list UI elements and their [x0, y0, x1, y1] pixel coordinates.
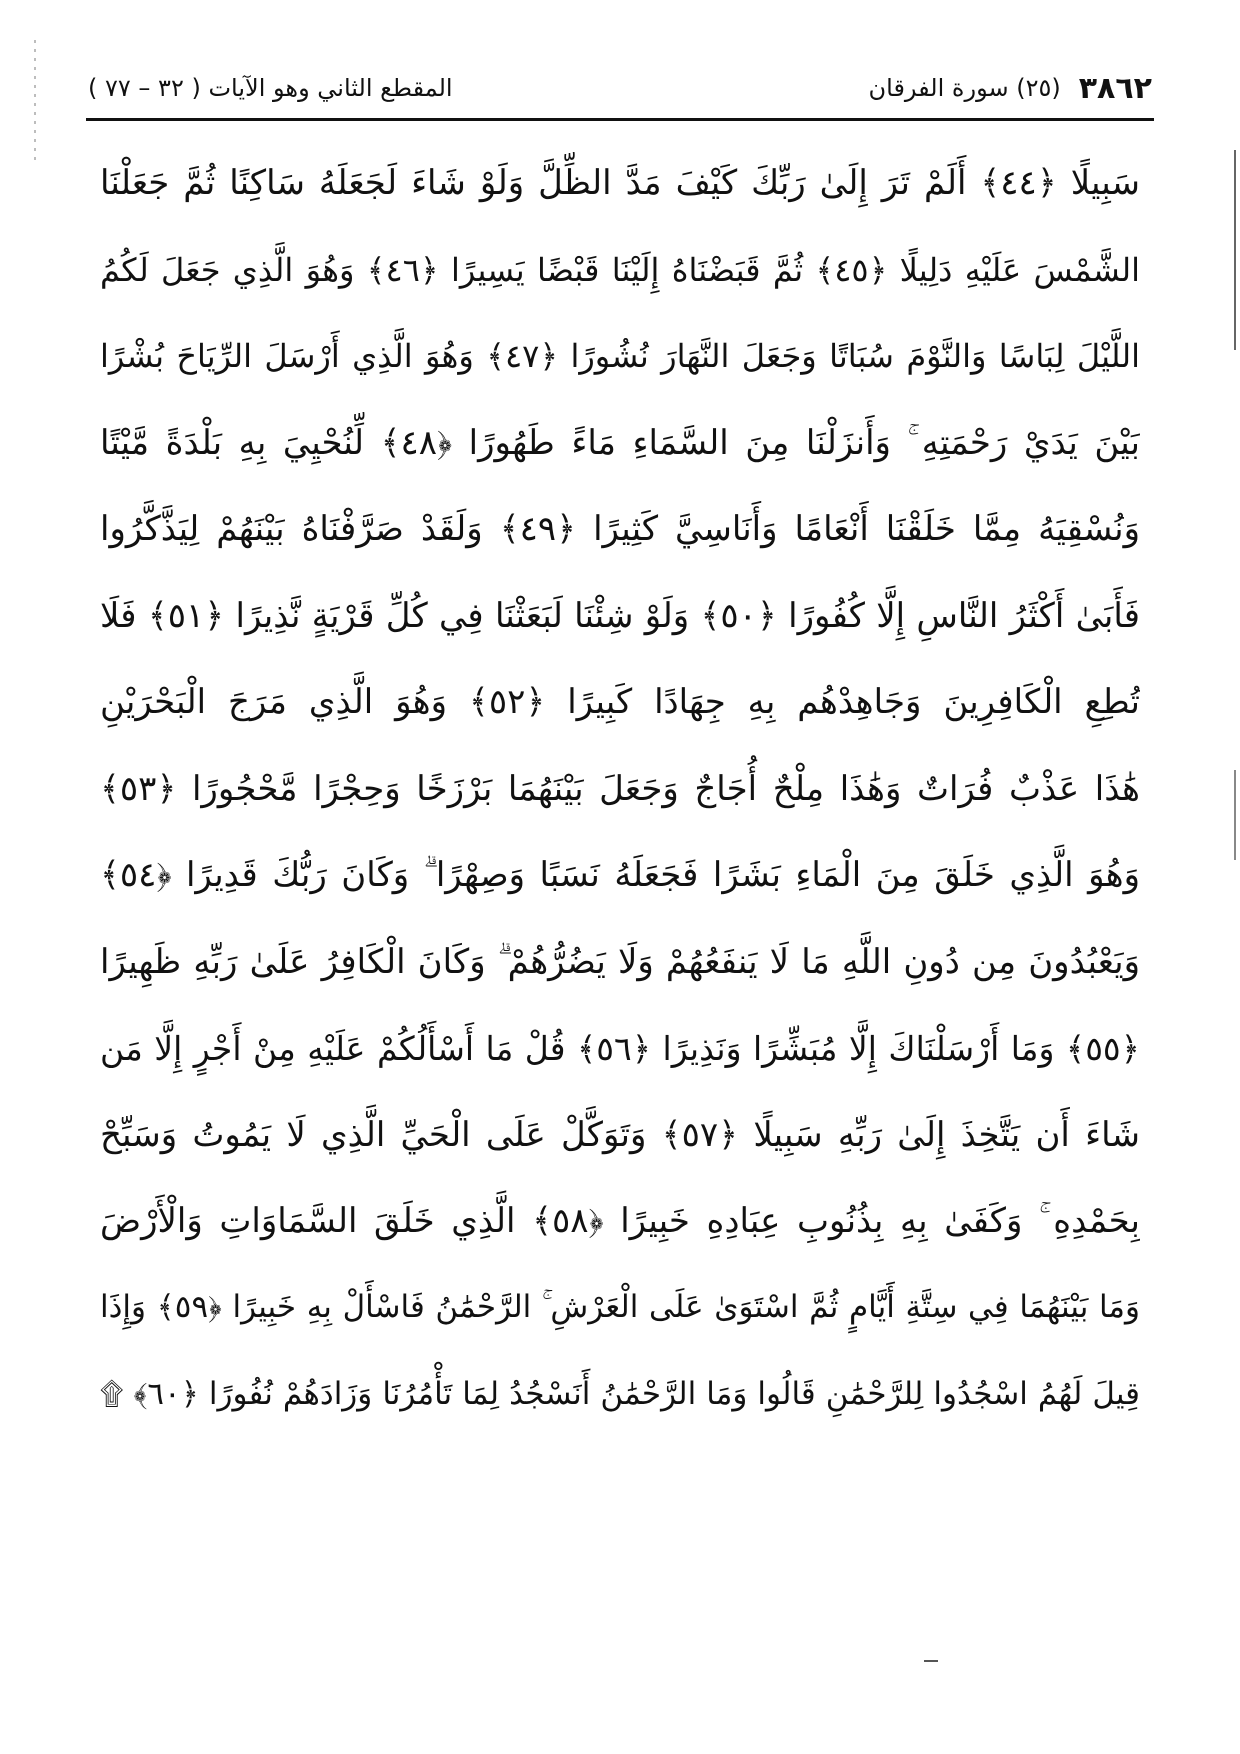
text-line [100, 659, 1140, 746]
text-line-content: الشَّمْسَ عَلَيْهِ دَلِيلًا ﴿٤٥﴾ ثُمَّ قَبَضْنَاهُ إِلَيْنَا قَبْضًا يَسِيرًا ﴿٤٦﴾ وَهُوَ الَّذِي جَعَلَ لَكُمُ [100, 250, 1140, 289]
text-line-content: ﴿٥٥﴾ وَمَا أَرْسَلْنَاكَ إِلَّا مُبَشِّرًا وَنَذِيرًا ﴿٥٦﴾ قُلْ مَا أَسْأَلُكُمْ عَلَيْهِ مِنْ أَجْرٍ إِلَّا مَن [100, 1028, 1140, 1068]
surah-label: (٢٥) سورة الفرقان [868, 74, 1061, 102]
text-line [100, 1092, 1140, 1179]
scan-edge-line [1234, 150, 1236, 350]
text-line-content: وَيَعْبُدُونَ مِن دُونِ اللَّهِ مَا لَا يَنفَعُهُمْ وَلَا يَضُرُّهُمْ ۗ وَكَانَ الْكَافِرُ عَلَىٰ رَبِّهِ ظَهِيرًا [100, 941, 1140, 982]
text-line-content: تُطِعِ الْكَافِرِينَ وَجَاهِدْهُم بِهِ جِهَادًا كَبِيرًا ﴿٥٢﴾ وَهُوَ الَّذِي مَرَجَ الْبَحْرَيْنِ [100, 682, 1140, 723]
text-line [100, 486, 1140, 573]
header-rule [86, 118, 1154, 121]
text-line [100, 1178, 1140, 1265]
header-right-group [869, 71, 1152, 106]
text-line [100, 1351, 1140, 1438]
text-line-content: وَمَا بَيْنَهُمَا فِي سِتَّةِ أَيَّامٍ ثُمَّ اسْتَوَىٰ عَلَى الْعَرْشِ ۚ الرَّحْمَٰنُ فَاسْأَلْ بِهِ خَبِيرًا ﴿٥٩﴾ وَإِذَا [100, 1289, 1140, 1326]
text-line-content: وَنُسْقِيَهُ مِمَّا خَلَقْنَا أَنْعَامًا وَأَنَاسِيَّ كَثِيرًا ﴿٤٩﴾ وَلَقَدْ صَرَّفْنَاهُ بَيْنَهُمْ لِيَذَّكَّرُوا [100, 509, 1140, 550]
text-line [100, 919, 1140, 1006]
text-line [100, 140, 1140, 227]
text-line [100, 746, 1140, 833]
text-line-content: قِيلَ لَهُمُ اسْجُدُوا لِلرَّحْمَٰنِ قَالُوا وَمَا الرَّحْمَٰنُ أَنَسْجُدُ لِمَا تَأْمُرُنَا وَزَادَهُمْ نُفُورًا ﴿٦٠﴾ ۩ [100, 1375, 1140, 1412]
text-line-content: اللَّيْلَ لِبَاسًا وَالنَّوْمَ سُبَاتًا وَجَعَلَ النَّهَارَ نُشُورًا ﴿٤٧﴾ وَهُوَ الَّذِي أَرْسَلَ الرِّيَاحَ بُشْرًا [100, 337, 1140, 376]
page-number: ٣٨٦٢ [1078, 70, 1152, 106]
text-line-content: شَاءَ أَن يَتَّخِذَ إِلَىٰ رَبِّهِ سَبِيلًا ﴿٥٧﴾ وَتَوَكَّلْ عَلَى الْحَيِّ الَّذِي لَا يَمُوتُ وَسَبِّحْ [100, 1114, 1140, 1155]
text-line-content: بَيْنَ يَدَيْ رَحْمَتِهِ ۚ وَأَنزَلْنَا مِنَ السَّمَاءِ مَاءً طَهُورًا ﴿٤٨﴾ لِّنُحْيِيَ بِهِ بَلْدَةً مَّيْتًا [100, 422, 1140, 463]
text-line [100, 400, 1140, 487]
text-line-content: فَأَبَىٰ أَكْثَرُ النَّاسِ إِلَّا كُفُورًا ﴿٥٠﴾ وَلَوْ شِئْنَا لَبَعَثْنَا فِي كُلِّ قَرْيَةٍ نَّذِيرًا ﴿٥١﴾ فَلَا [100, 595, 1140, 636]
text-line-content: هَٰذَا عَذْبٌ فُرَاتٌ وَهَٰذَا مِلْحٌ أُجَاجٌ وَجَعَلَ بَيْنَهُمَا بَرْزَخًا وَحِجْرًا مَّحْجُورًا ﴿٥٣﴾ [100, 768, 1140, 809]
text-line [100, 832, 1140, 919]
text-line [100, 313, 1140, 400]
text-line-content: وَهُوَ الَّذِي خَلَقَ مِنَ الْمَاءِ بَشَرًا فَجَعَلَهُ نَسَبًا وَصِهْرًا ۗ وَكَانَ رَبُّكَ قَدِيرًا ﴿٥٤﴾ [100, 855, 1140, 896]
quran-text-block [100, 140, 1140, 1438]
scan-edge-line-lower [1234, 770, 1236, 860]
text-line [100, 1265, 1140, 1352]
text-line [100, 573, 1140, 660]
text-line [100, 227, 1140, 314]
running-header [88, 66, 1152, 110]
text-line [100, 1005, 1140, 1092]
section-label: المقطع الثاني وهو الآيات ( ٣٢ – ٧٧ ) [88, 74, 453, 102]
text-line-content: سَبِيلًا ﴿٤٤﴾ أَلَمْ تَرَ إِلَىٰ رَبِّكَ كَيْفَ مَدَّ الظِّلَّ وَلَوْ شَاءَ لَجَعَلَهُ سَاكِنًا ثُمَّ جَعَلْنَا [100, 163, 1140, 204]
text-line-content: بِحَمْدِهِ ۚ وَكَفَىٰ بِهِ بِذُنُوبِ عِبَادِهِ خَبِيرًا ﴿٥٨﴾ الَّذِي خَلَقَ السَّمَاوَاتِ وَالْأَرْضَ [100, 1201, 1140, 1242]
scan-edge-mark [34, 40, 36, 160]
footer-mark [924, 1660, 938, 1662]
